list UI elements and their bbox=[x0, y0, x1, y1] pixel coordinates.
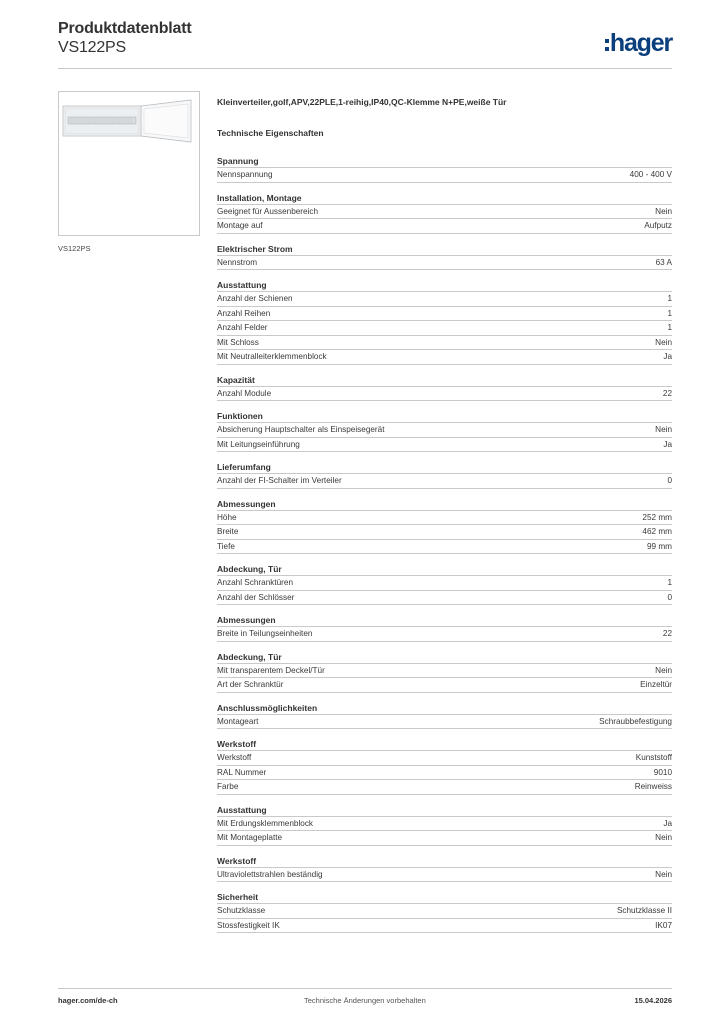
spec-value: 0 bbox=[667, 476, 672, 485]
spec-value: 9010 bbox=[653, 767, 672, 777]
spec-value: Nein bbox=[655, 833, 672, 842]
spec-row bbox=[217, 438, 672, 453]
spec-groups bbox=[217, 154, 672, 933]
spec-row bbox=[217, 678, 672, 693]
spec-value: 462 mm bbox=[642, 527, 672, 536]
spec-label: Mit Schloss bbox=[217, 337, 259, 347]
spec-group-title: Werkstoff bbox=[217, 737, 672, 751]
spec-row bbox=[217, 256, 672, 271]
spec-label: Anzahl Module bbox=[217, 388, 272, 398]
spec-row bbox=[217, 540, 672, 555]
spec-group-title: Abdeckung, Tür bbox=[217, 562, 672, 576]
spec-row bbox=[217, 919, 672, 934]
spec-group bbox=[217, 890, 672, 933]
spec-label: Nennstrom bbox=[217, 257, 258, 267]
spec-group-title: Installation, Montage bbox=[217, 191, 672, 205]
spec-group-title: Ausstattung bbox=[217, 278, 672, 292]
spec-row bbox=[217, 350, 672, 365]
footer-divider bbox=[58, 988, 672, 989]
spec-label: Anzahl der Schlösser bbox=[217, 592, 295, 602]
spec-row bbox=[217, 766, 672, 781]
spec-row bbox=[217, 751, 672, 766]
spec-value: Ja bbox=[663, 439, 672, 449]
spec-group bbox=[217, 154, 672, 183]
spec-label: Anzahl der Schienen bbox=[217, 294, 293, 303]
spec-row bbox=[217, 904, 672, 919]
spec-value: Schraubbefestigung bbox=[599, 716, 672, 726]
spec-value: Nein bbox=[655, 337, 672, 347]
spec-group bbox=[217, 701, 672, 730]
spec-group bbox=[217, 854, 672, 883]
spec-label: Geeignet für Aussenbereich bbox=[217, 206, 319, 216]
spec-value: 400 - 400 V bbox=[629, 170, 672, 179]
spec-value: Reinweiss bbox=[634, 782, 672, 791]
spec-group bbox=[217, 191, 672, 234]
spec-label: Anzahl Reihen bbox=[217, 308, 271, 318]
spec-value: Einzeltür bbox=[640, 680, 672, 689]
spec-row bbox=[217, 336, 672, 351]
spec-label: Mit Montageplatte bbox=[217, 833, 283, 842]
spec-group-title: Abmessungen bbox=[217, 613, 672, 627]
spec-group-title: Lieferumfang bbox=[217, 460, 672, 474]
spec-group-title: Sicherheit bbox=[217, 890, 672, 904]
spec-value: 1 bbox=[667, 578, 672, 587]
spec-value: 1 bbox=[667, 294, 672, 303]
spec-group-title: Elektrischer Strom bbox=[217, 242, 672, 256]
spec-row bbox=[217, 387, 672, 402]
spec-label: Breite bbox=[217, 527, 239, 536]
spec-value: Aufputz bbox=[644, 221, 672, 230]
spec-row bbox=[217, 627, 672, 642]
spec-value: Schutzklasse II bbox=[616, 906, 672, 915]
spec-value: Nein bbox=[655, 425, 672, 434]
spec-group-title: Anschlussmöglichkeiten bbox=[217, 701, 672, 715]
spec-value: Ja bbox=[663, 818, 672, 828]
spec-group-title: Abdeckung, Tür bbox=[217, 650, 672, 664]
spec-value: 22 bbox=[662, 388, 672, 398]
spec-label: Stossfestigkeit IK bbox=[217, 920, 280, 930]
spec-label: RAL Nummer bbox=[217, 767, 267, 777]
spec-group-title: Ausstattung bbox=[217, 803, 672, 817]
spec-value: Nein bbox=[655, 206, 672, 216]
spec-row bbox=[217, 474, 672, 489]
spec-group-title: Spannung bbox=[217, 154, 672, 168]
spec-row bbox=[217, 576, 672, 591]
spec-group bbox=[217, 650, 672, 693]
spec-row bbox=[217, 664, 672, 679]
spec-row bbox=[217, 205, 672, 220]
product-image bbox=[58, 91, 200, 236]
product-description: Kleinverteiler,golf,APV,22PLE,1-reihig,IP40,QC-Klemme N+PE,weiße Tür bbox=[217, 97, 507, 107]
spec-label: Breite in Teilungseinheiten bbox=[217, 629, 313, 638]
spec-row bbox=[217, 591, 672, 606]
spec-group bbox=[217, 242, 672, 271]
spec-row bbox=[217, 525, 672, 540]
spec-value: Nein bbox=[655, 665, 672, 675]
spec-group bbox=[217, 460, 672, 489]
distribution-box-illustration bbox=[59, 92, 199, 235]
spec-label: Schutzklasse bbox=[217, 906, 266, 915]
spec-row bbox=[217, 831, 672, 846]
spec-value: Kunststoff bbox=[635, 753, 672, 762]
logo-dots-icon bbox=[605, 39, 609, 51]
spec-row bbox=[217, 715, 672, 730]
spec-value: 99 mm bbox=[646, 541, 672, 551]
spec-group bbox=[217, 737, 672, 795]
spec-label: Mit transparentem Deckel/Tür bbox=[217, 665, 325, 675]
spec-row bbox=[217, 321, 672, 336]
spec-label: Anzahl Felder bbox=[217, 323, 268, 332]
spec-label: Mit Leitungseinführung bbox=[217, 439, 300, 449]
spec-group bbox=[217, 803, 672, 846]
spec-value: 63 A bbox=[655, 257, 672, 267]
image-caption: VS122PS bbox=[58, 244, 91, 253]
spec-label: Höhe bbox=[217, 512, 237, 522]
spec-label: Tiefe bbox=[217, 541, 235, 551]
spec-value: 1 bbox=[667, 308, 672, 318]
spec-group bbox=[217, 613, 672, 642]
spec-label: Farbe bbox=[217, 782, 239, 791]
spec-row bbox=[217, 511, 672, 526]
spec-group bbox=[217, 278, 672, 365]
spec-label: Ultraviolettstrahlen beständig bbox=[217, 869, 323, 879]
spec-label: Montage auf bbox=[217, 221, 263, 230]
product-code: VS122PS bbox=[58, 39, 126, 56]
spec-row bbox=[217, 219, 672, 234]
spec-row bbox=[217, 817, 672, 832]
spec-label: Anzahl Schranktüren bbox=[217, 578, 294, 587]
header-divider bbox=[58, 68, 672, 69]
spec-label: Mit Neutralleiterklemmenblock bbox=[217, 352, 327, 361]
spec-group-title: Abmessungen bbox=[217, 497, 672, 511]
spec-label: Nennspannung bbox=[217, 170, 273, 179]
spec-row bbox=[217, 307, 672, 322]
footer-disclaimer: Technische Änderungen vorbehalten bbox=[304, 996, 426, 1005]
spec-value: Nein bbox=[655, 869, 672, 879]
spec-label: Absicherung Hauptschalter als Einspeisegerät bbox=[217, 425, 385, 434]
spec-row bbox=[217, 868, 672, 883]
spec-content bbox=[217, 97, 672, 941]
spec-group bbox=[217, 562, 672, 605]
logo-text: hager bbox=[609, 28, 672, 57]
spec-label: Montageart bbox=[217, 716, 259, 726]
spec-group bbox=[217, 497, 672, 555]
spec-label: Mit Erdungsklemmenblock bbox=[217, 818, 314, 828]
spec-label: Anzahl der FI-Schalter im Verteiler bbox=[217, 476, 342, 485]
spec-group-title: Werkstoff bbox=[217, 854, 672, 868]
spec-group-title: Funktionen bbox=[217, 409, 672, 423]
page-header bbox=[58, 20, 672, 68]
spec-value: 252 mm bbox=[642, 512, 672, 522]
tech-heading: Technische Eigenschaften bbox=[217, 128, 324, 138]
spec-group bbox=[217, 409, 672, 452]
spec-value: IK07 bbox=[655, 920, 672, 930]
footer-date: 15.04.2026 bbox=[634, 996, 672, 1005]
spec-value: 1 bbox=[667, 323, 672, 332]
page-title: Produktdatenblatt bbox=[58, 20, 192, 37]
spec-label: Werkstoff bbox=[217, 753, 252, 762]
spec-row bbox=[217, 168, 672, 183]
hager-logo[interactable] bbox=[605, 28, 672, 58]
spec-row bbox=[217, 292, 672, 307]
spec-value: 22 bbox=[662, 629, 672, 638]
spec-group-title: Kapazität bbox=[217, 373, 672, 387]
footer-website-link[interactable]: hager.com/de-ch bbox=[58, 996, 118, 1005]
spec-label: Art der Schranktür bbox=[217, 680, 284, 689]
spec-value: 0 bbox=[667, 592, 672, 602]
spec-value: Ja bbox=[663, 352, 672, 361]
spec-row bbox=[217, 780, 672, 795]
spec-row bbox=[217, 423, 672, 438]
spec-group bbox=[217, 373, 672, 402]
